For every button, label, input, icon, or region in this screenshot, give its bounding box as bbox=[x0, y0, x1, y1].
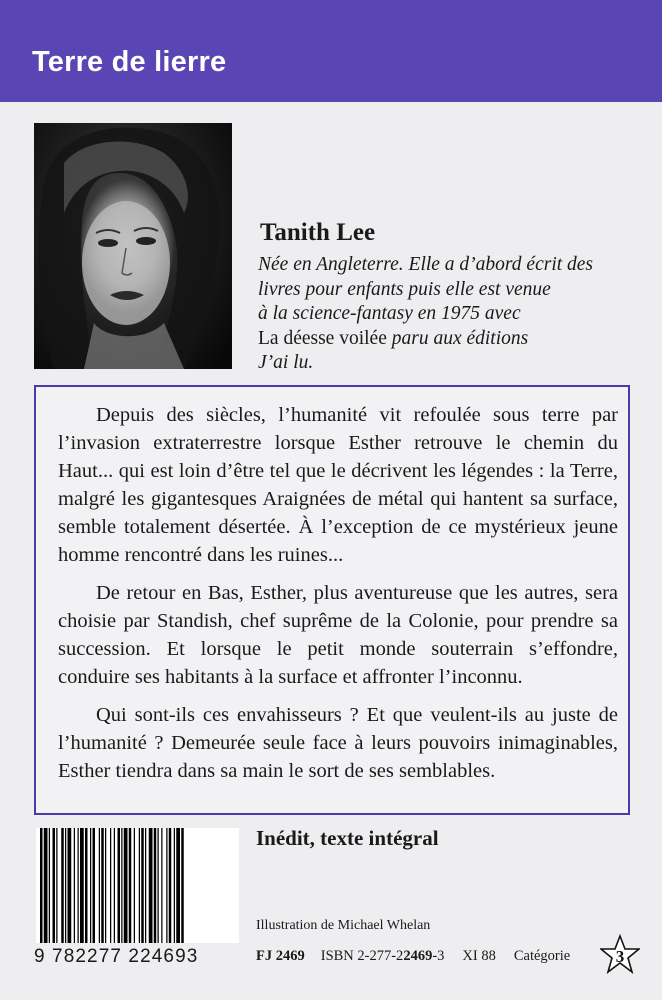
barcode-bar bbox=[40, 828, 43, 943]
edition-note: Inédit, texte intégral bbox=[256, 826, 439, 850]
barcode-bar bbox=[61, 828, 64, 943]
barcode bbox=[36, 828, 239, 943]
barcode-bar bbox=[124, 828, 128, 943]
barcode-bar bbox=[139, 828, 140, 943]
isbn-prefix: ISBN 2-277-2 bbox=[320, 948, 404, 964]
author-name: Tanith Lee bbox=[260, 219, 376, 246]
barcode-bar bbox=[181, 828, 184, 943]
bio-line: à la science-fantasy en 1975 avec bbox=[258, 303, 521, 324]
barcode-bar bbox=[93, 828, 96, 943]
barcode-bar bbox=[80, 828, 84, 943]
barcode-bar bbox=[101, 828, 104, 943]
barcode-bar bbox=[56, 828, 57, 943]
bio-line: J’ai lu. bbox=[258, 352, 314, 373]
barcode-bar bbox=[110, 828, 111, 943]
barcode-bar bbox=[85, 828, 88, 943]
barcode-bar bbox=[166, 828, 167, 943]
title-banner bbox=[0, 0, 662, 102]
blurb-paragraph: De retour en Bas, Esther, plus aventureuse que les autres, sera choisie par Standish, chef suprême de la Colonie, pour prendre sa succession. Et lorsque le petit monde souterrain s’effondre, conduire ses habitants à la surface et affronter l’inconnu. bbox=[58, 582, 618, 688]
barcode-bar bbox=[74, 828, 75, 943]
bio-after-title: paru aux éditions bbox=[391, 327, 529, 349]
illustration-credit: Illustration de Michael Whelan bbox=[256, 918, 431, 933]
barcode-bar bbox=[158, 828, 159, 943]
book-title: Terre de lierre bbox=[32, 46, 227, 78]
barcode-bar bbox=[134, 828, 135, 943]
barcode-bar bbox=[169, 828, 172, 943]
barcode-bar bbox=[114, 828, 115, 943]
blurb-text bbox=[58, 401, 618, 795]
bio-line-title bbox=[258, 327, 658, 352]
category-label: Catégorie bbox=[513, 948, 571, 964]
barcode-bar bbox=[118, 828, 121, 943]
barcode-bar bbox=[49, 828, 50, 943]
barcode-bar bbox=[161, 828, 162, 943]
barcode-bars bbox=[36, 828, 239, 943]
fj-number: FJ 2469 bbox=[256, 948, 305, 964]
isbn-bold: 2469 bbox=[403, 948, 433, 964]
barcode-bar bbox=[105, 828, 106, 943]
barcode-bar bbox=[90, 828, 91, 943]
bio-line: livres pour enfants puis elle est venue bbox=[258, 278, 551, 300]
barcode-bar bbox=[121, 828, 122, 943]
barcode-bar bbox=[44, 828, 48, 943]
catalog-line bbox=[256, 948, 570, 965]
author-photo bbox=[34, 123, 232, 369]
barcode-bar bbox=[174, 828, 175, 943]
barcode-bar bbox=[53, 828, 56, 943]
bio-line: Née en Angleterre. Elle a d’abord écrit des bbox=[258, 254, 594, 275]
barcode-bar bbox=[129, 828, 132, 943]
barcode-bar bbox=[65, 828, 66, 943]
author-bio bbox=[258, 253, 658, 376]
barcode-bar bbox=[78, 828, 79, 943]
category-star-icon bbox=[600, 934, 640, 974]
barcode-bar bbox=[68, 828, 72, 943]
blurb-paragraph: Depuis des siècles, l’humanité vit refoulée sous terre par l’invasion extraterrestre lorsque Esther retrouve le chemin du Haut... qui est loin d’être tel que le décrivent les légendes : la Terre, malgré les gigantesques Araignées de métal qui hantent sa surface, semble totalement désertée. À l’exception de ce mystérieux jeune homme rencontré dans les ruines... bbox=[58, 404, 618, 566]
category-number: 3 bbox=[615, 947, 625, 966]
barcode-bar bbox=[99, 828, 100, 943]
bio-book-title: La déesse voilée bbox=[258, 327, 387, 349]
isbn-suffix: -3 bbox=[432, 948, 445, 964]
blurb-paragraph: Qui sont-ils ces envahisseurs ? Et que veulent-ils au juste de l’humanité ? Demeurée seule face à leurs pouvoirs inimaginables, Esther tiendra dans sa main le sort de ses semblables. bbox=[58, 704, 618, 782]
barcode-bar bbox=[149, 828, 153, 943]
barcode-bar bbox=[141, 828, 144, 943]
print-code: XI 88 bbox=[462, 948, 496, 964]
isbn bbox=[321, 948, 445, 965]
barcode-bar bbox=[154, 828, 157, 943]
barcode-bar bbox=[176, 828, 180, 943]
barcode-bar bbox=[145, 828, 146, 943]
barcode-digits: 9 782277 224693 bbox=[34, 946, 199, 967]
